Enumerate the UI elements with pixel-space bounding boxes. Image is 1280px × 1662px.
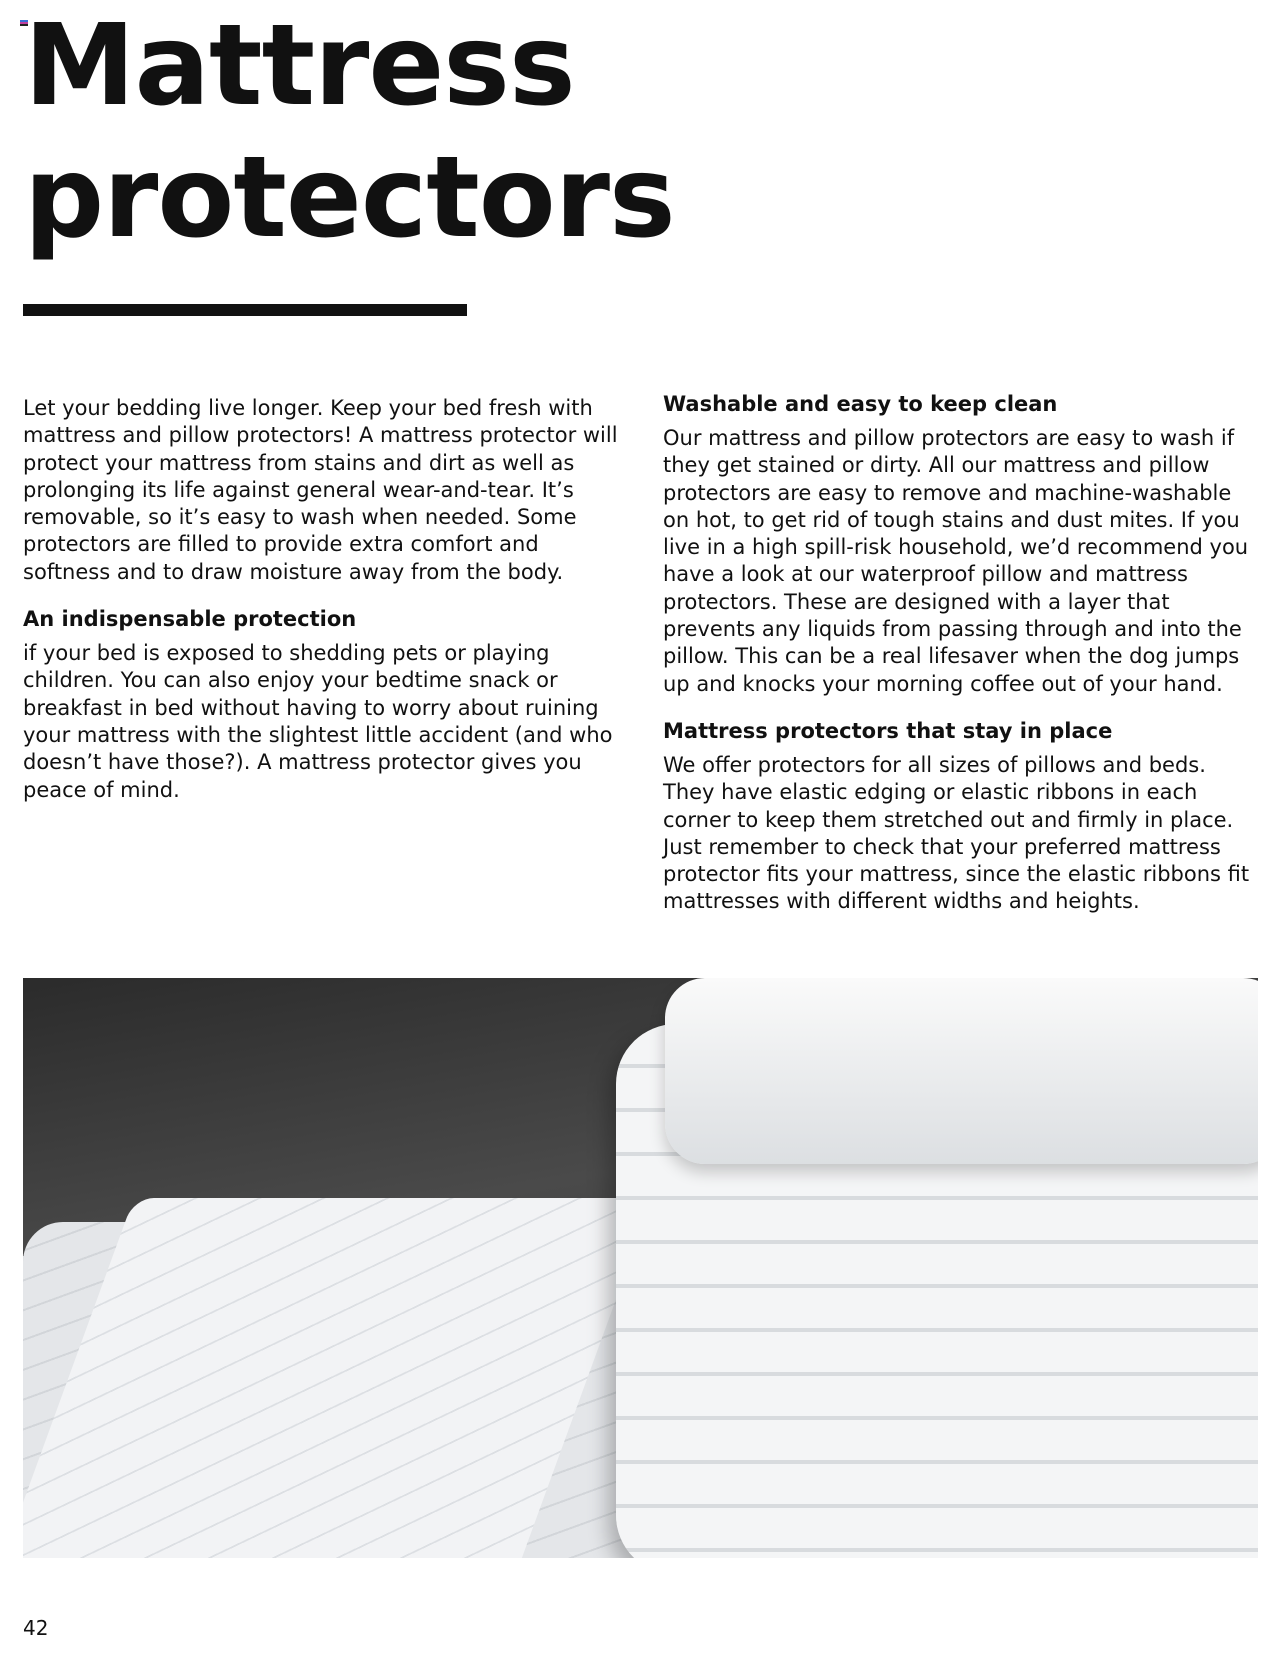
intro-paragraph: Let your bedding live longer. Keep your bed fresh with mattress and pillow protectors! A mattress protector will protect your mattress from stains and dirt as well as prolonging its life against general wear-and-tear. It’s removable, so it’s easy to wash when needed. Some protectors are filled to provide extra comfort and softness and to draw moisture away from the body. (23, 396, 618, 584)
title-line-2: protectors (24, 133, 675, 263)
right-column (663, 391, 1263, 936)
page-title (24, 0, 675, 264)
section-body: if your bed is exposed to shedding pets or playing children. You can also enjoy your bedtime snack or breakfast in bed without having to worry about ruining your mattress with the slightest little accident (and who doesn’t have those?). A mattress protector gives you peace of mind. (23, 641, 613, 802)
title-divider (23, 304, 467, 316)
section-heading: Mattress protectors that stay in place (663, 718, 1113, 743)
page-number: 42 (23, 1616, 49, 1640)
section-heading: An indispensable protection (23, 607, 357, 632)
mattress-protector-photo (23, 978, 1258, 1558)
pillow (665, 978, 1258, 1164)
section-heading: Washable and easy to keep clean (663, 392, 1058, 416)
section-body: We offer protectors for all sizes of pillows and beds. They have elastic edging or elastic ribbons in each corner to keep them stretched out and firmly in place. Just remember to check that your preferred mattress protector fits your mattress, since the elastic ribbons fit mattresses with different widths and heights. (663, 752, 1250, 914)
left-column (23, 395, 623, 824)
title-line-1: Mattress (24, 1, 575, 131)
section-body: Our mattress and pillow protectors are easy to wash if they get stained or dirty. All our mattress and pillow protectors are easy to remove and machine-washable on hot, to get rid of tough stains and dust mites. If you live in a high spill-risk household, we’d recommend you have a look at our waterproof pillow and mattress protectors. These are designed with a layer that prevents any liquids from passing through and into the pillow. This can be a real lifesaver when the dog jumps up and knocks your morning coffee out of your hand. (663, 426, 1249, 696)
